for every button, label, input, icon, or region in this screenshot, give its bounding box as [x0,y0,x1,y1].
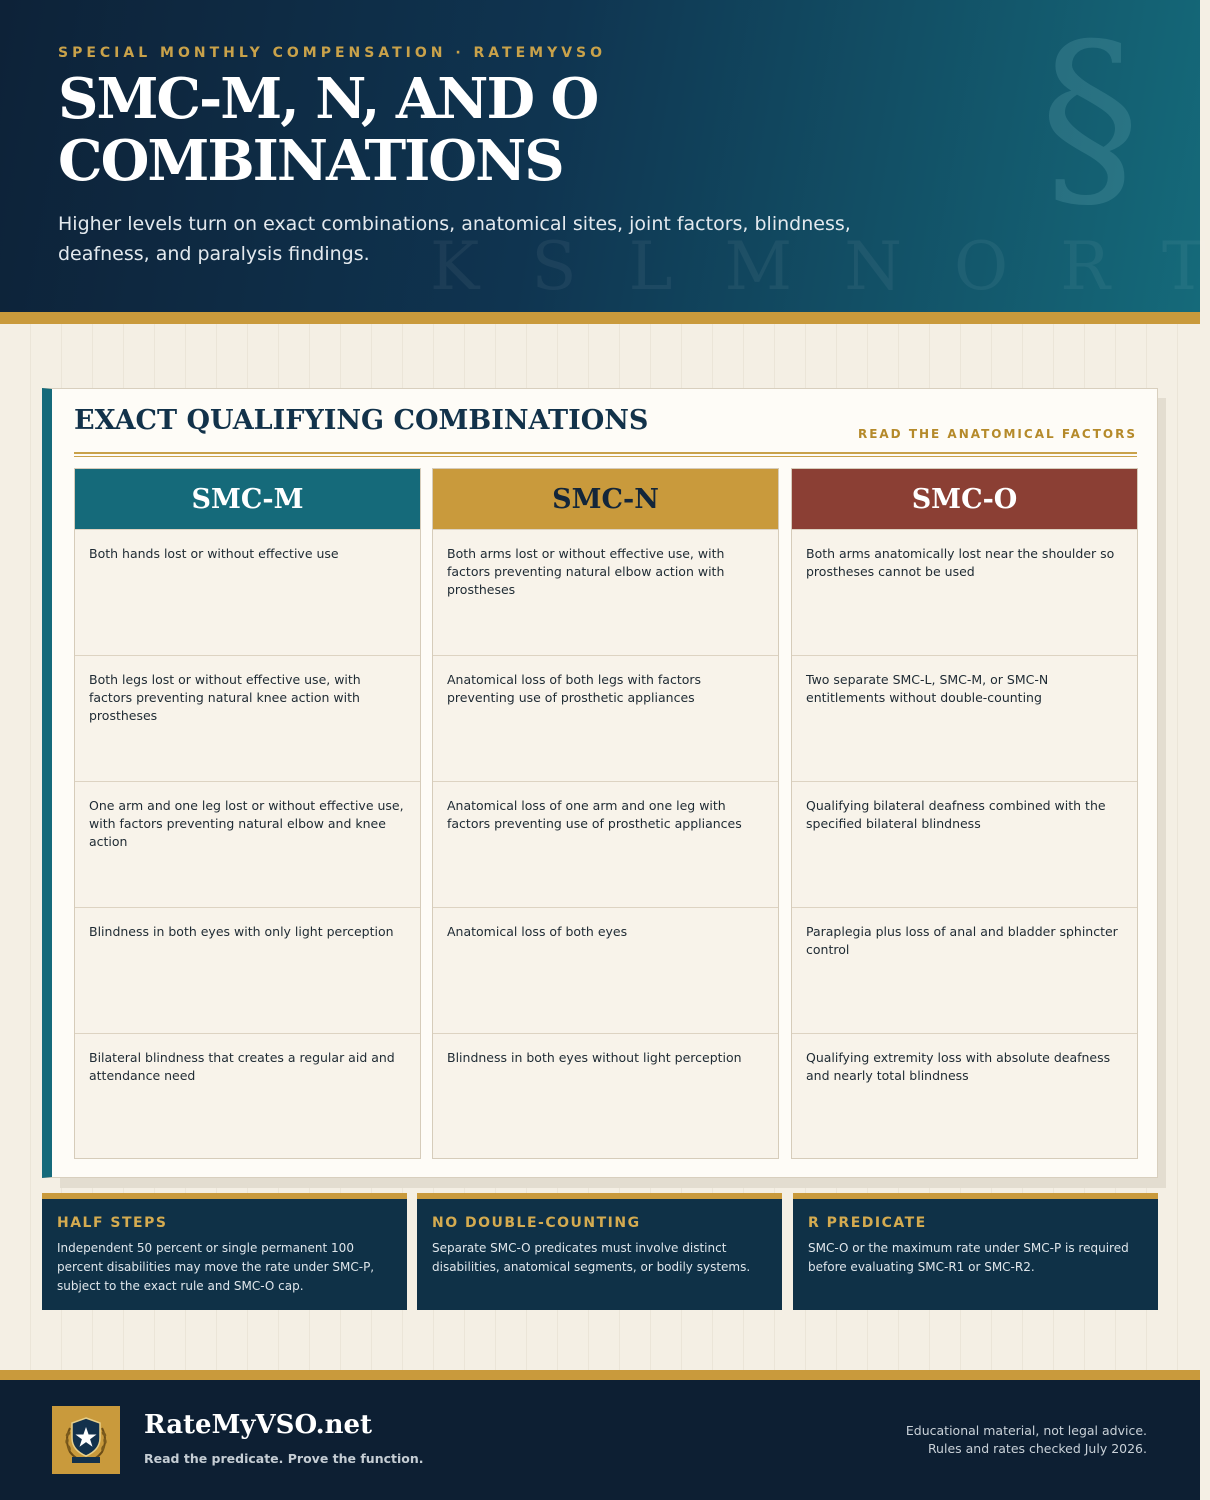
combination-item: Qualifying bilateral deafness combined with the specified bilateral blindness [792,781,1137,907]
combination-item: Both hands lost or without effective use [75,529,420,655]
shield-star-laurel-icon [52,1406,120,1474]
combination-item: Both arms anatomically lost near the shoulder so prostheses cannot be used [792,529,1137,655]
column-heading-smc-n: SMC-N [433,469,778,529]
disclaimer-line: Rules and rates checked July 2026. [927,1441,1147,1456]
info-box-no-double-counting [417,1193,782,1310]
watermark-letter: N [844,228,906,305]
combination-item: Paraplegia plus loss of anal and bladder sphincter control [792,907,1137,1033]
column-heading-smc-o: SMC-O [792,469,1137,529]
combination-item: Anatomical loss of both legs with factors preventing use of prosthetic appliances [433,655,778,781]
info-box-half-steps [42,1193,407,1310]
watermark-letter: T [1161,228,1210,305]
info-box-text: Separate SMC-O predicates must involve distinct disabilities, anatomical segments, or bodily systems. [432,1241,751,1274]
watermark-letter: K [430,228,484,305]
combinations-card [42,388,1158,1178]
combination-item: Anatomical loss of both eyes [433,907,778,1033]
section-symbol-icon: § [1040,1,1140,234]
info-box-r-predicate [793,1193,1158,1310]
column-smc-m [74,468,421,1159]
title-rule [74,452,1137,454]
column-smc-o [791,468,1138,1159]
disclaimer-line: Educational material, not legal advice. [905,1423,1147,1438]
gold-divider-top [0,312,1200,324]
brand-name: RateMyVSO.net [144,1410,373,1440]
combination-item: Both arms lost or without effective use, with factors preventing natural elbow action with prostheses [433,529,778,655]
combination-item: Anatomical loss of one arm and one leg with factors preventing use of prosthetic appliances [433,781,778,907]
combination-item: Qualifying extremity loss with absolute deafness and nearly total blindness [792,1033,1137,1159]
page-title [58,68,597,192]
watermark-letter: R [1060,228,1114,305]
info-box-title: HALF STEPS [57,1215,168,1231]
watermark-letter: M [724,228,797,305]
combination-item: Two separate SMC-L, SMC-M, or SMC-N entitlements without double-counting [792,655,1137,781]
watermark-letter: S [531,228,581,305]
info-box-title: R PREDICATE [808,1215,927,1231]
watermark-letter: L [628,228,677,305]
watermark-letter: O [954,228,1013,305]
title-line-1: SMC-M, N, AND O [58,66,598,132]
column-heading-smc-m: SMC-M [75,469,420,529]
gold-divider-bottom [0,1370,1200,1380]
column-smc-n [432,468,779,1159]
info-box-text: SMC-O or the maximum rate under SMC-P is required before evaluating SMC-R1 or SMC-R2. [808,1241,1129,1274]
card-title: EXACT QUALIFYING COMBINATIONS [74,405,649,436]
combination-item: Bilateral blindness that creates a regular aid and attendance need [75,1033,420,1159]
info-box-title: NO DOUBLE-COUNTING [432,1215,641,1231]
disclaimer [906,1422,1147,1458]
combination-item: Both legs lost or without effective use, with factors preventing natural knee action with prostheses [75,655,420,781]
title-line-2: COMBINATIONS [58,128,563,194]
page-subtitle: Higher levels turn on exact combinations, anatomical sites, joint factors, blindness, deafness, and paralysis findings. [58,213,851,265]
footer [0,1380,1200,1500]
combination-columns [74,468,1138,1159]
card-tag: READ THE ANATOMICAL FACTORS [857,427,1137,441]
combination-item: Blindness in both eyes without light perception [433,1033,778,1159]
combination-item: One arm and one leg lost or without effective use, with factors preventing natural elbow and knee action [75,781,420,907]
info-box-text: Independent 50 percent or single permanent 100 percent disabilities may move the rate under SMC-P, subject to the exact rule and SMC-O cap. [57,1241,375,1293]
combination-item: Blindness in both eyes with only light perception [75,907,420,1033]
kicker-text: SPECIAL MONTHLY COMPENSATION · RATEMYVSO [58,45,607,61]
header-banner [0,0,1210,312]
brand-tagline: Read the predicate. Prove the function. [144,1451,424,1466]
title-rule-thin [74,456,1137,457]
